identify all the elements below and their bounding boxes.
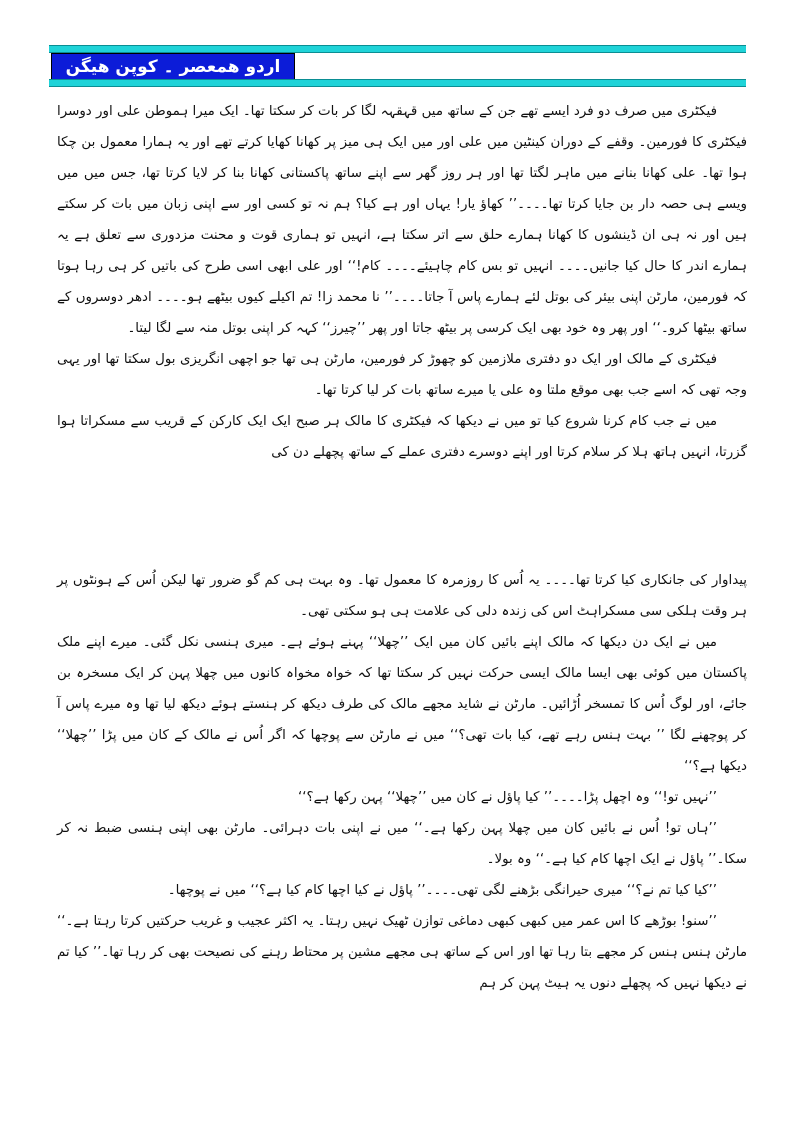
paragraph: فیکٹری میں صرف دو فرد ایسے تھے جن کے ساتھ میں قہقہہ لگا کر بات کر سکتا تھا۔ ایک میرا ہموطن علی اور دوسرا فیکٹری کا فورمین۔ وقفے کے دوران کینٹین میں علی اور میں ایک ہی میز پر کھانا کھایا کرتے تھے اور یہ ہمارا معمول بن چکا ہوا تھا۔ علی کھانا بنانے میں ماہر لگتا تھا اور ہر روز گھر سے اپنے ساتھ پاکستانی کھانا بنا کر لایا کرتا تھا، جس میں میں ویسے ہی حصہ دار بن جایا کرتا تھا۔۔۔۔’’ کھاؤ یار! یہاں اور ہے کیا؟ ہم نہ تو کسی اور سے اپنی زبان میں بات کر سکتے ہیں اور نہ ہی ان ڈینشوں کا کھانا ہمارے حلق سے اتر سکتا ہے، انہیں تو ہماری قوت و محنت مزدوری سے تعلق ہے یہ ہمارے اندر کا حال کیا جانیں۔۔۔۔ انہیں تو بس کام چاہیئے۔۔۔۔ کام!‘‘ اور علی ابھی اسی طرح کی باتیں کر ہی رہا ہوتا کہ فورمین، مارٹن اپنی بیئر کی بوتل لئے ہمارے پاس آ جاتا۔۔۔۔’’ نا محمد زا! تم اکیلے کیوں بیٹھے ہو۔۔۔۔ ادھر دوسروں کے ساتھ بیٹھا کرو۔‘‘ اور پھر وہ خود بھی ایک کرسی پر بیٹھ جاتا اور پھر ’’چیرز‘‘ کہہ کر اپنی بوتل منہ سے لگا لیتا۔ (57, 104, 747, 336)
header-band-top (49, 45, 746, 53)
paragraph: فیکٹری کے مالک اور ایک دو دفتری ملازمین کو چھوڑ کر فورمین، مارٹن ہی تھا جو اچھی انگریزی بول سکتا تھا اور یہی وجہ تھی کہ اسے جب بھی موقع ملتا وہ علی یا میرے ساتھ بات کر لیا کرتا تھا۔ (57, 352, 747, 398)
paragraph: ’’ہاں تو! اُس نے بائیں کان میں چھلا پہن رکھا ہے۔‘‘ میں نے اپنی بات دہرائی۔ مارٹن بھی اپنی ہنسی ضبط نہ کر سکا۔’’ پاؤل نے ایک اچھا کام کیا ہے۔‘‘ وہ بولا۔ (57, 821, 747, 867)
paragraph: ’’سنو! بوڑھے کا اس عمر میں کبھی کبھی دماغی توازن ٹھیک نہیں رہتا۔ یہ اکثر عجیب و غریب حرکتیں کرتا رہتا ہے۔‘‘ مارٹن ہنس ہنس کر مجھے بتا رہا تھا اور اس کے ساتھ ہی مجھے مشین پر محتاط رہنے کی نصیحت بھی کر رہا تھا۔’’ کیا تم نے دیکھا نہیں کہ پچھلے دنوں یہ ہیٹ پہن کر ہم (57, 914, 747, 991)
paragraph: ’’کیا کیا تم نے؟‘‘ میری حیرانگی بڑھنے لگی تھی۔۔۔۔’’ پاؤل نے کیا اچھا کام کیا ہے؟‘‘ میں نے پوچھا۔ (167, 883, 717, 898)
paragraph: ’’نہیں تو!‘‘ وہ اچھل پڑا۔۔۔۔’’ کیا پاؤل نے کان میں ’’چھلا‘‘ پہن رکھا ہے؟‘‘ (298, 790, 717, 805)
text-block-lower (57, 565, 747, 999)
paragraph: میں نے ایک دن دیکھا کہ مالک اپنے بائیں کان میں ایک ’’چھلا‘‘ پہنے ہوئے ہے۔ میری ہنسی نکل گئی۔ میرے اپنے ملک پاکستان میں کوئی بھی ایسا مالک ایسی حرکت نہیں کر سکتا تھا کہ خواہ مخواہ کانوں میں چھلا پہن کر ایک مسخرہ بن جائے، اور لوگ اُس کا تمسخر اُڑائیں۔ مارٹن نے شاید مجھے مالک کی طرف دیکھ کر ہنستے ہوئے دیکھ لیا تھا وہ میرے پاس آ کر پوچھنے لگا ’’ بہت ہنس رہے تھے، کیا بات تھی؟‘‘ میں نے مارٹن سے پوچھا کہ اگر اُس نے مالک کے کان میں پڑا ’’چھلا‘‘ دیکھا ہے؟‘‘ (57, 635, 747, 774)
text-block-upper (57, 96, 747, 468)
header-band-bottom (49, 79, 746, 87)
paragraph: پیداوار کی جانکاری کیا کرتا تھا۔۔۔۔ یہ اُس کا روزمرہ کا معمول تھا۔ وہ بہت ہی کم گو ضرور تھا لیکن اُس کے ہونٹوں پر ہر وقت ہلکی سی مسکراہٹ اس کی زندہ دلی کی علامت ہی ہو سکتی تھی۔ (57, 573, 747, 619)
paragraph: میں نے جب کام کرنا شروع کیا تو میں نے دیکھا کہ فیکٹری کا مالک ہر صبح ایک ایک کارکن کے قریب سے مسکراتا ہوا گزرتا، انہیں ہاتھ ہلا کر سلام کرتا اور اپنے دوسرے دفتری عملے کے ساتھ پچھلے دن کی (57, 414, 747, 460)
header-title: اردو ھمعصر ۔ کوپن ھیگن (65, 57, 281, 77)
